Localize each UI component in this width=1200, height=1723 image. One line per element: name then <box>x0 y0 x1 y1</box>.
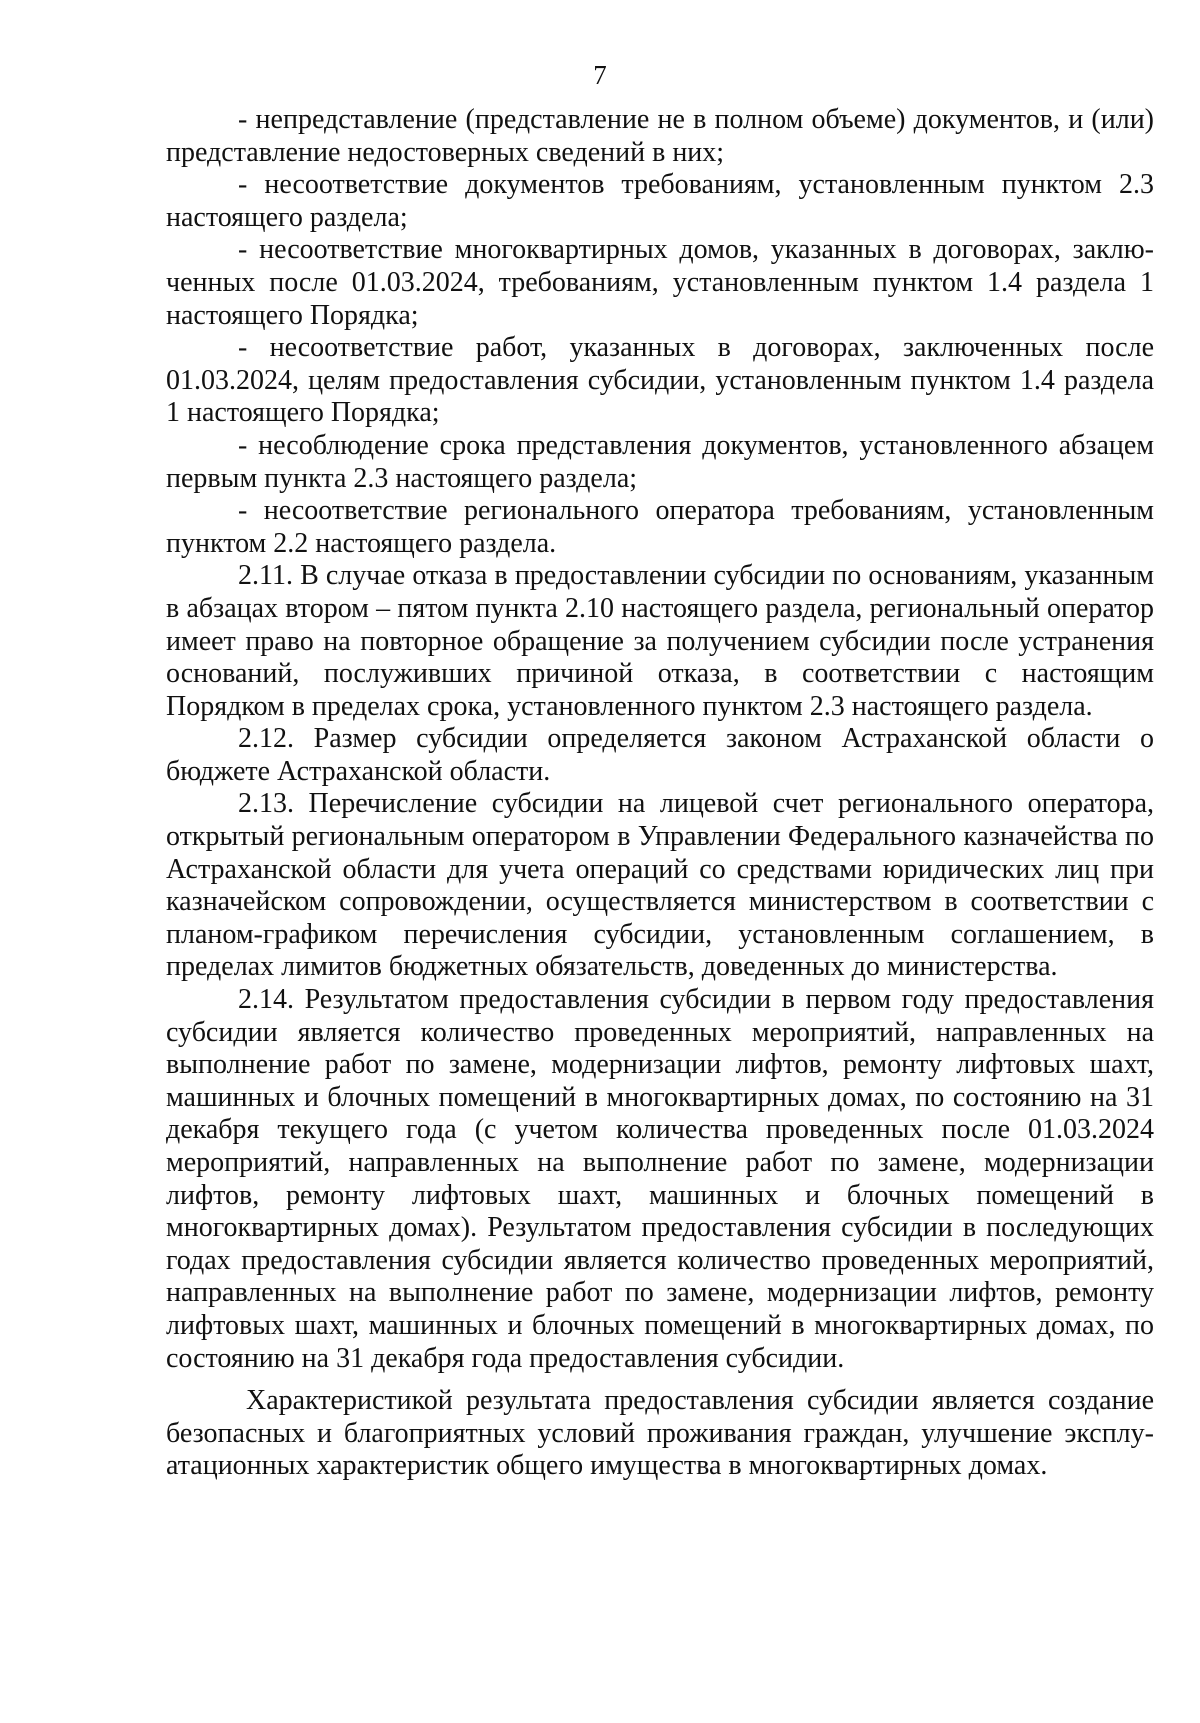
paragraph-reason-documents-noncompliance: - несоответствие документов требованиям, установленным пунктом 2.3 настоящего раздела; <box>166 169 1154 233</box>
paragraph-2-11: 2.11. В случае отказа в предоставлении субсидии по основаниям, указанным в абзацах втором – пятом пункта 2.10 настоящего раздела, региональный оператор имеет право на повторное обращение за получением субсидии после устранения оснований, послуживших причиной отказа, в соответствии с настоящим Порядком в пределах срока, установленного пунктом 2.3 настоящего раздела. <box>166 560 1154 722</box>
paragraph-reason-deadline-missed: - несоблюдение срока представления документов, установленного абзацем первым пункта 2.3 настоящего раздела; <box>166 429 1154 494</box>
document-body <box>166 104 1154 1483</box>
paragraph-result-characteristic: Характеристикой результата предоставления субсидии является создание безопасных и благоприятных условий проживания граждан, улучшение эксплуатационных характеристик общего имущества в многоквартирных домах. <box>166 1385 1154 1482</box>
paragraph-2-14: 2.14. Результатом предоставления субсидии в первом году предоставления субсидии является количество проведенных мероприятий, направленных на выполнение работ по замене, модернизации лифтов, ремонту лифтовых шахт, машинных и блочных помещений в многоквартирных домах, по состоянию на 31 декабря текущего года (с учетом количества проведенных после 01.03.2024 мероприятий, направленных на выполнение работ по замене, модернизации лифтов, ремонту лифтовых шахт, машинных и блочных помещений в многоквартирных домах). Результатом предоставления субсидии в последующих годах предоставления субсидии является количество проведенных мероприятий, направленных на выполнение работ по замене, модернизации лифтов, ремонту лифтовых шахт, машинных и блочных помещений в многоквартирных домах, по состоянию на 31 декабря года предоставления субсидии. <box>166 984 1154 1374</box>
paragraph-2-13: 2.13. Перечисление субсидии на лицевой счет регионального оператора, открытый региональным оператором в Управлении Федерального казначейства по Астраханской области для учета операций со средствами юридических лиц при казначейском сопровождении, осуществляется министерством в соответствии с планом-графиком перечисления субсидии, установленным соглашением, в пределах лимитов бюджетных обязательств, доведенных до министерства. <box>166 788 1154 983</box>
page-number: 7 <box>593 60 607 90</box>
paragraph-reason-works-noncompliance: - несоответствие работ, указанных в договорах, заключенных после 01.03.2024, целям предоставления субсидии, установленным пунктом 1.4 раздела 1 настоящего Порядка; <box>166 332 1154 429</box>
paragraph-reason-buildings-noncompliance: - несоответствие многоквартирных домов, указанных в договорах, заключенных после 01.03.2024, требованиям, установленным пунктом 1.4 раздела 1 настоящего Порядка; <box>166 234 1154 331</box>
paragraph-reason-incomplete-documents: - непредставление (представление не в полном объеме) документов, и (или) представление недостоверных сведений в них; <box>166 104 1154 168</box>
paragraph-reason-operator-noncompliance: - несоответствие регионального оператора требованиям, установленным пунктом 2.2 настоящего раздела. <box>166 495 1154 559</box>
paragraph-2-12: 2.12. Размер субсидии определяется законом Астраханской области о бюджете Астраханской области. <box>166 723 1154 787</box>
